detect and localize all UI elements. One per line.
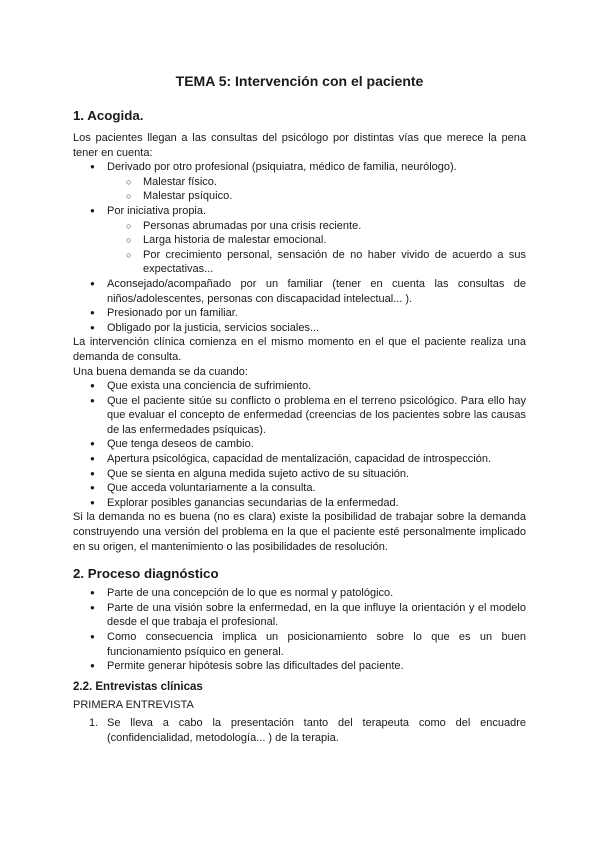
numbered-list <box>73 716 526 745</box>
section-heading-diagnostico: 2. Proceso diagnóstico <box>73 566 219 582</box>
list-item: ● Que el paciente sitúe su conflicto o problema en el terreno psicológico. Para ello hay que evaluar el concepto de enfermedad (creencias de los pacientes sobre las causas de las enfermedades psíquicas). <box>107 394 526 438</box>
list-item: ● Obligado por la justicia, servicios sociales... <box>107 321 526 336</box>
list-item <box>107 160 526 204</box>
section-heading-acogida: 1. Acogida. <box>73 108 144 123</box>
list-item: ● Parte de una visión sobre la enfermedad, en la que influye la orientación y el modelo desde el que trabaja el profesional. <box>107 601 526 630</box>
list-item-text: Por iniciativa propia. <box>107 204 207 217</box>
list-item <box>107 204 526 277</box>
list-item: ● Que se sienta en alguna medida sujeto activo de su situación. <box>107 467 526 482</box>
list-item: ● Presionado por un familiar. <box>107 306 526 321</box>
sublist-item: ○ Malestar físico. <box>143 175 526 190</box>
list-item: ● Parte de una concepción de lo que es normal y patológico. <box>107 586 526 601</box>
diagnostic-list <box>73 586 526 674</box>
paragraph-demanda-final: Si la demanda no es buena (no es clara) existe la posibilidad de trabajar sobre la demanda construyendo una versión del problema en la que el paciente esté personalmente implicado en su origen, el mantenimiento o las posibilidades de resolución. <box>73 511 526 553</box>
list-item: ● Como consecuencia implica un posicionamiento sobre lo que es un buen funcionamiento psíquico en general. <box>107 630 526 659</box>
sublist-item: ○ Malestar psíquico. <box>143 189 526 204</box>
sublist-item: ○ Larga historia de malestar emocional. <box>143 233 526 248</box>
list-item: ● Que acceda voluntariamente a la consulta. <box>107 481 526 496</box>
demand-list <box>73 379 526 510</box>
channels-list <box>73 160 526 335</box>
list-item: ● Aconsejado/acompañado por un familiar (tener en cuenta las consultas de niños/adolescentes, personas con discapacidad intelectual... ). <box>107 277 526 306</box>
list-item-text: Derivado por otro profesional (psiquiatra, médico de familia, neurólogo). <box>107 161 457 174</box>
paragraph-intervencion: La intervención clínica comienza en el mismo momento en el que el paciente realiza una demanda de consulta. <box>73 336 526 363</box>
list-item: ● Que exista una conciencia de sufrimiento. <box>107 379 526 394</box>
sublist-item: ○ Personas abrumadas por una crisis reciente. <box>143 219 526 234</box>
paragraph-intro: Los pacientes llegan a las consultas del psicólogo por distintas vías que merece la pena tener en cuenta: <box>73 132 526 159</box>
sublist <box>107 219 526 277</box>
list-item: ● Apertura psicológica, capacidad de mentalización, capacidad de introspección. <box>107 452 526 467</box>
list-item: ● Explorar posibles ganancias secundarias de la enfermedad. <box>107 496 526 511</box>
list-item: ● Que tenga deseos de cambio. <box>107 437 526 452</box>
list-item: ● Permite generar hipótesis sobre las dificultades del paciente. <box>107 659 526 674</box>
paragraph-buena-demanda: Una buena demanda se da cuando: <box>73 365 248 378</box>
page-title: TEMA 5: Intervención con el paciente <box>175 73 424 89</box>
numbered-item: 1. Se lleva a cabo la presentación tanto del terapeuta como del encuadre (confidencialidad, metodología... ) de la terapia. <box>107 716 526 745</box>
subsection-heading-entrevistas: 2.2. Entrevistas clínicas <box>73 680 203 693</box>
sublist-item: ○ Por crecimiento personal, sensación de no haber vivido de acuerdo a sus expectativas... <box>143 248 526 277</box>
sublist <box>107 175 526 204</box>
label-primera-entrevista: PRIMERA ENTREVISTA <box>73 698 194 711</box>
